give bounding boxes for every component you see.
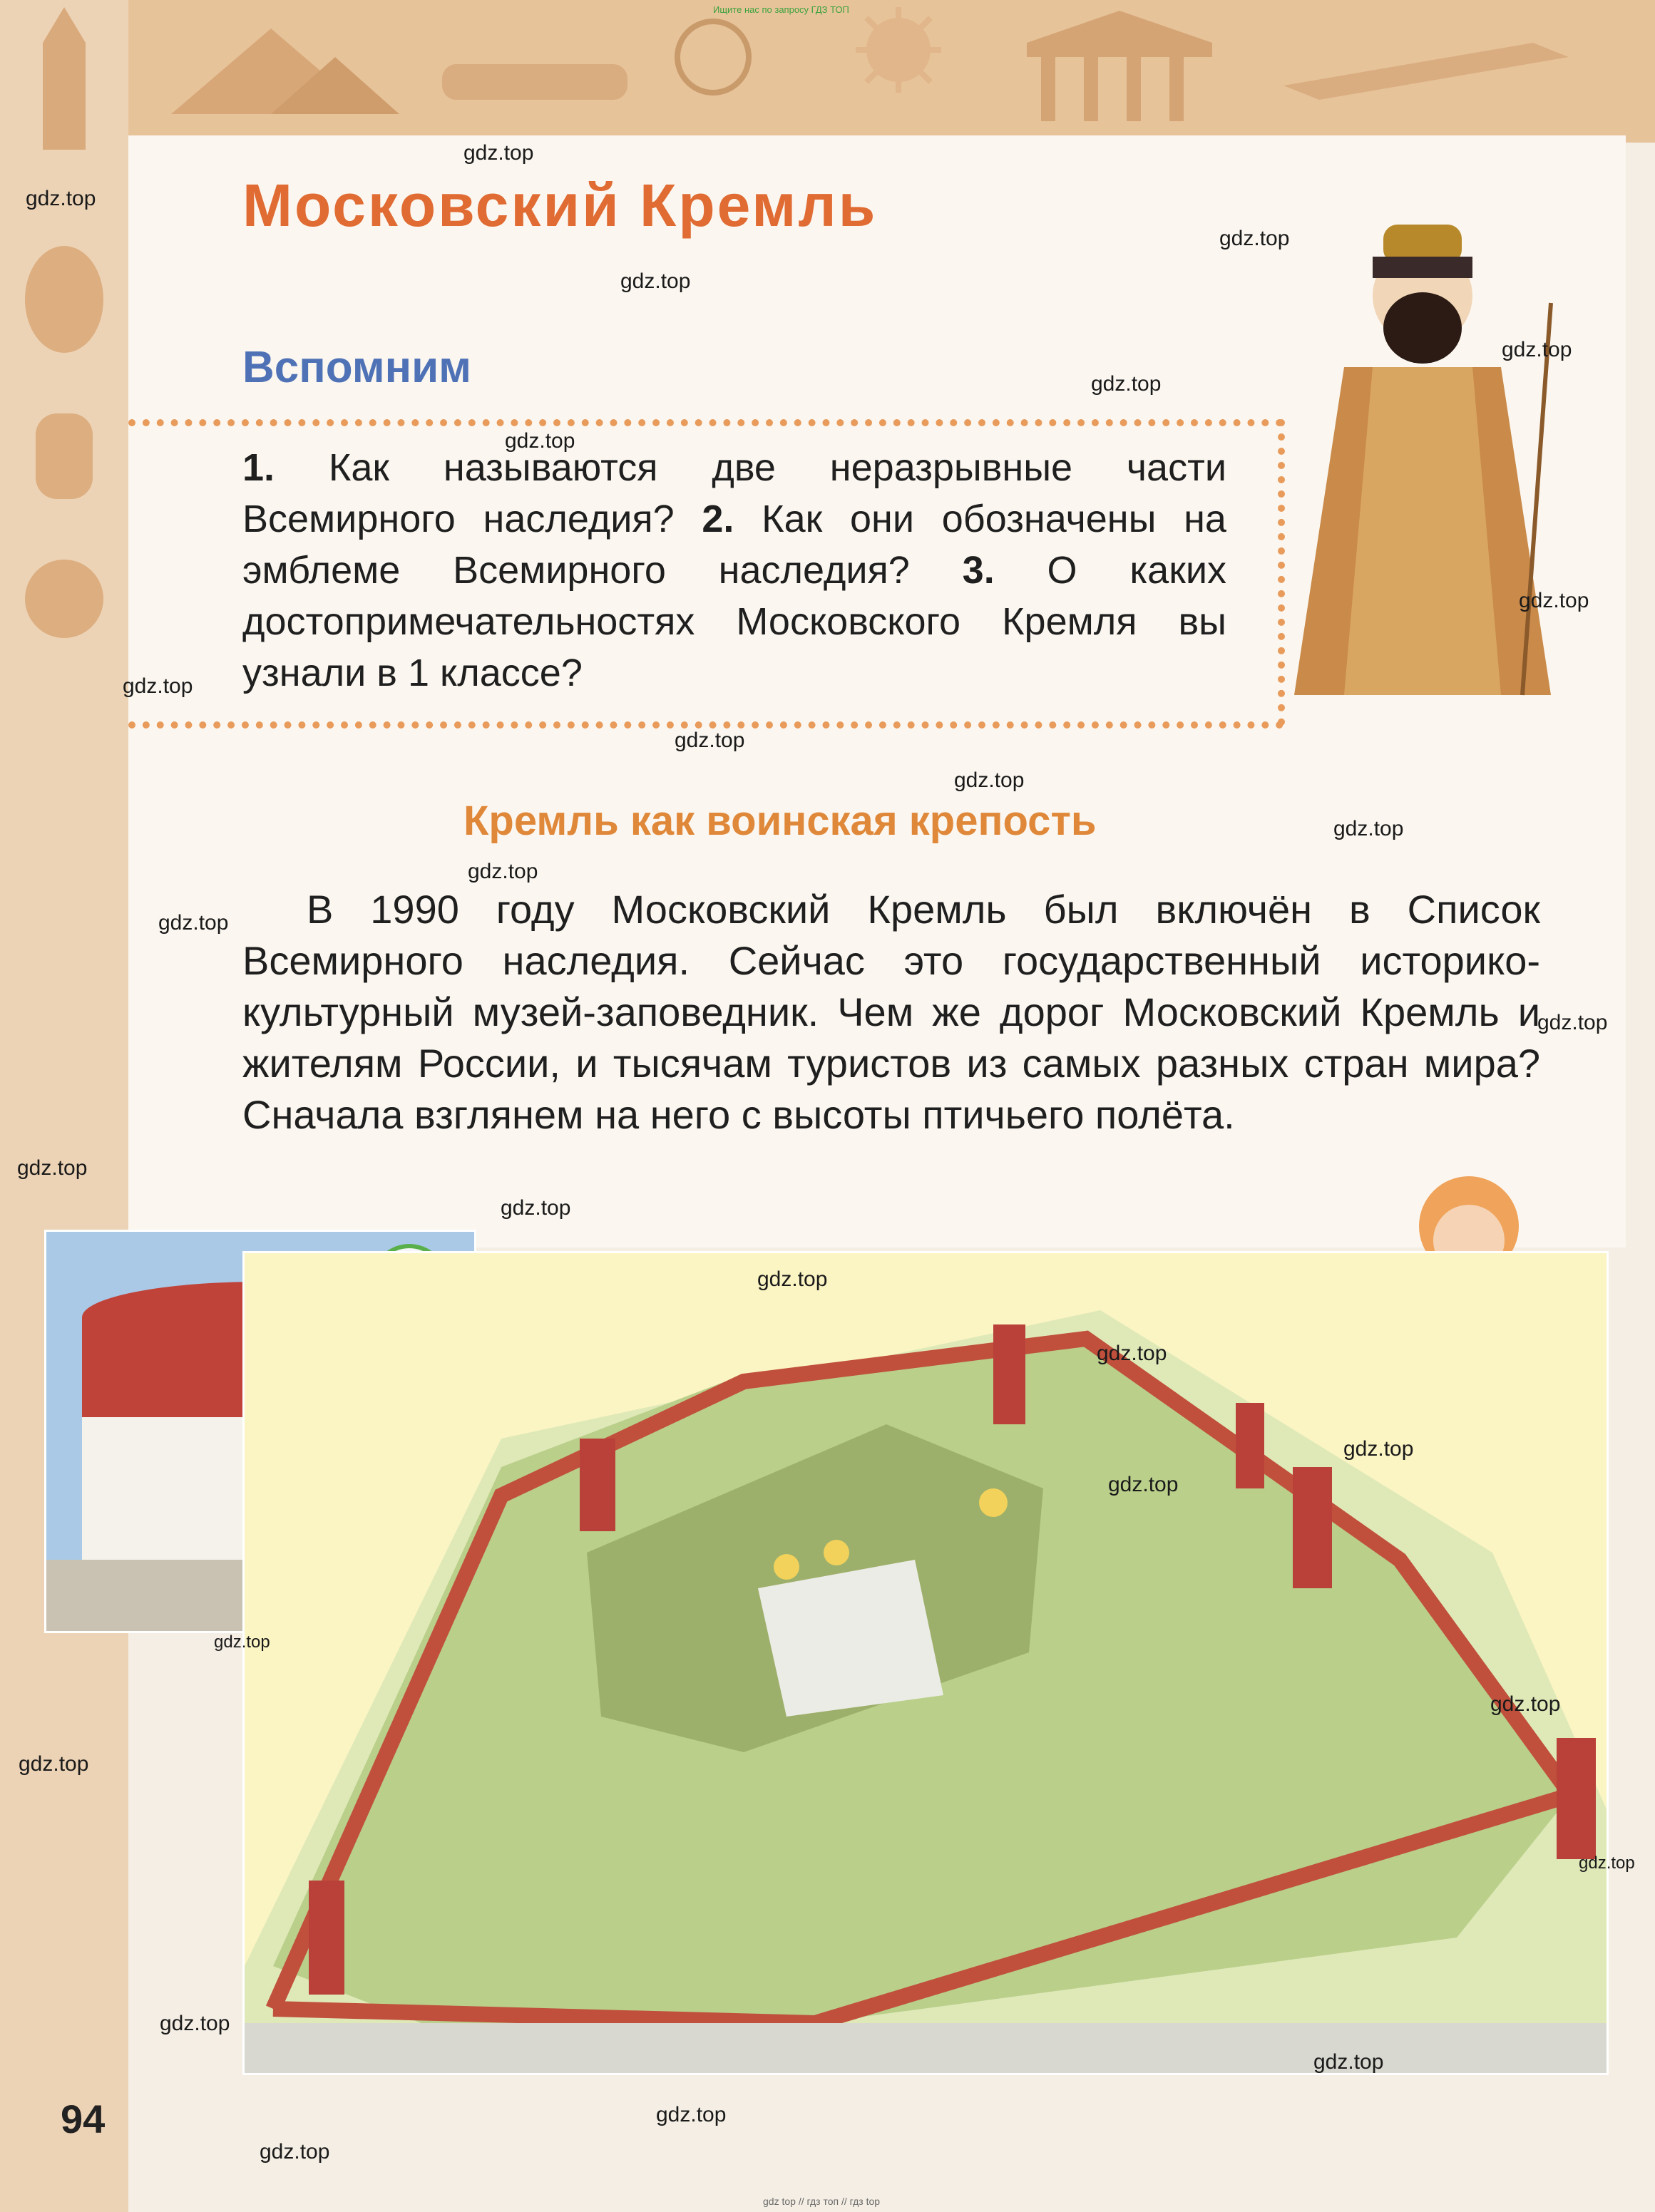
watermark-text: gdz.top xyxy=(1333,817,1404,840)
watermark-text: gdz.top xyxy=(1579,1853,1635,1873)
watermark-text: gdz.top xyxy=(1537,1011,1608,1034)
watermark-text: gdz.top xyxy=(1490,1692,1561,1716)
recall-heading: Вспомним xyxy=(242,343,472,392)
margin-icons-illustration xyxy=(0,0,128,713)
dotted-border-bottom xyxy=(128,721,1283,729)
watermark-text: gdz.top xyxy=(1108,1473,1179,1496)
watermark-text: gdz.top xyxy=(160,2012,230,2035)
watermark-text: gdz.top xyxy=(463,141,534,165)
watermark-text: gdz.top xyxy=(954,768,1025,792)
watermark-text: gdz.top xyxy=(17,1156,88,1180)
question-1-text: Как называются две неразрывные части Всемирного наследия? xyxy=(242,446,1226,540)
watermark-text: gdz.top xyxy=(468,860,538,883)
top-decorative-banner xyxy=(0,0,1655,143)
landmarks-banner-illustration xyxy=(0,0,1655,143)
dotted-border-top xyxy=(128,419,1283,426)
watermark-text: gdz.top xyxy=(26,187,96,210)
watermark-text: gdz.top xyxy=(757,1267,828,1291)
dotted-border-right xyxy=(1278,419,1285,726)
recall-questions xyxy=(242,442,1226,699)
watermark-text: gdz.top xyxy=(158,911,229,935)
kremlin-map-illustration xyxy=(245,1253,1607,2073)
question-3-number: 3. xyxy=(962,549,995,592)
footer-watermark: gdz top // гдз топ // гдз top xyxy=(763,2196,881,2207)
watermark-text: gdz.top xyxy=(260,2140,330,2164)
page-number: 94 xyxy=(61,2097,106,2141)
question-2-text: Как они обозначены на эмблеме Всемирного наследия? xyxy=(242,498,1226,592)
body-paragraph: В 1990 году Московский Кремль был включён в Список Всемирного наследия. Сейчас это государственный историко-культурный музей-заповедник. Чем же дорог Московский Кремль и жителям России, и тысячам туристов из самых разных стран мира? Сначала взглянем на него с высоты птичьего полёта. xyxy=(242,887,1540,1137)
question-3-text: О каких достопримечательностях Московского Кремля вы узнали в 1 классе? xyxy=(242,549,1227,694)
watermark-text: gdz.top xyxy=(214,1632,270,1652)
watermark-text: gdz.top xyxy=(1519,589,1589,612)
watermark-text: gdz.top xyxy=(656,2103,727,2126)
watermark-text: gdz.top xyxy=(19,1752,89,1776)
watermark-text: gdz.top xyxy=(1502,338,1572,361)
watermark-text: gdz.top xyxy=(675,729,745,752)
search-hint-text: Ищите нас по запросу ГДЗ ТОП xyxy=(713,4,849,15)
left-margin-strip xyxy=(0,0,128,2212)
watermark-text: gdz.top xyxy=(1097,1342,1167,1365)
watermark-text: gdz.top xyxy=(1313,2050,1384,2074)
watermark-text: gdz.top xyxy=(501,1196,571,1220)
tsar-doll-image xyxy=(1266,196,1579,709)
watermark-text: gdz.top xyxy=(1343,1437,1414,1461)
section-subheading: Кремль как воинская крепость xyxy=(463,798,1097,844)
kremlin-aerial-map xyxy=(242,1251,1609,2075)
watermark-text: gdz.top xyxy=(505,429,575,453)
question-2-number: 2. xyxy=(702,498,734,540)
watermark-text: gdz.top xyxy=(1219,227,1290,250)
watermark-text: gdz.top xyxy=(123,674,193,698)
watermark-text: gdz.top xyxy=(620,269,691,293)
question-1-number: 1. xyxy=(242,446,275,489)
page-title: Московский Кремль xyxy=(242,172,878,239)
watermark-text: gdz.top xyxy=(1091,372,1162,396)
